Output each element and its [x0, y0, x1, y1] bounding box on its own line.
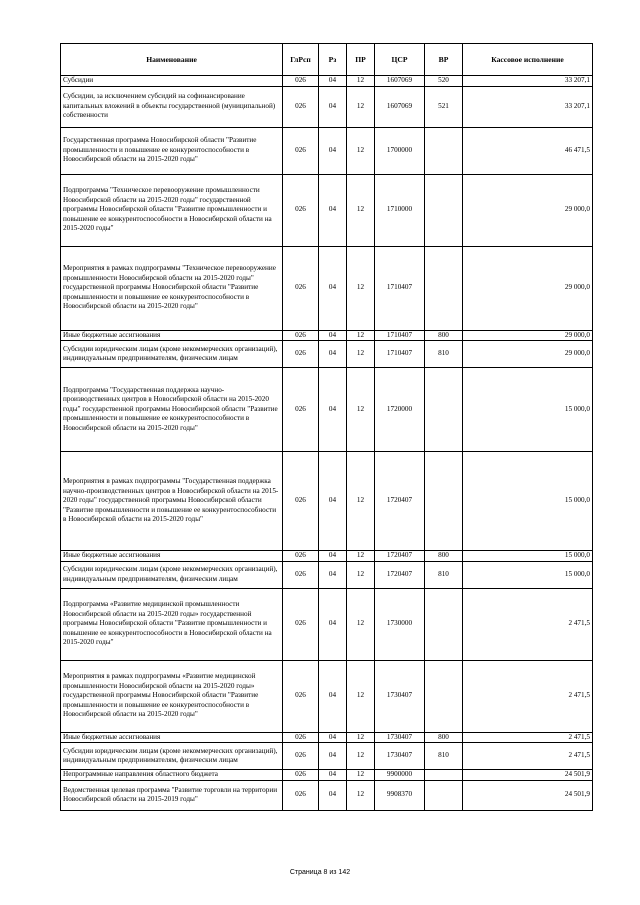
cell-name: Мероприятия в рамках подпрограммы "Техническое перевооружение промышленности Новосибирской области на 2015-2020 годы" государственной программы Новосибирской области "Развитие промышленности и повышение ее конкурентоспособности в Новосибирской области на 2015-2020 годы" [61, 246, 283, 330]
cell-pr: 12 [347, 368, 375, 452]
cell-rz: 04 [319, 551, 347, 562]
cell-glrsp: 026 [283, 452, 319, 551]
cell-name: Субсидии [61, 76, 283, 87]
cell-pr: 12 [347, 330, 375, 341]
cell-rz: 04 [319, 86, 347, 127]
cell-vr [425, 174, 463, 246]
cell-name: Субсидии, за исключением субсидий на софинансирование капитальных вложений в объекты государственной (муниципальной) собственности [61, 86, 283, 127]
cell-csr: 1720407 [375, 561, 425, 588]
cell-csr: 1710407 [375, 246, 425, 330]
cell-amount: 15 000,0 [463, 561, 593, 588]
cell-pr: 12 [347, 341, 375, 368]
cell-vr [425, 780, 463, 810]
table-row [61, 660, 593, 732]
cell-rz: 04 [319, 127, 347, 174]
cell-pr: 12 [347, 76, 375, 87]
cell-rz: 04 [319, 780, 347, 810]
cell-amount: 33 207,1 [463, 86, 593, 127]
table-row [61, 341, 593, 368]
table-row [61, 246, 593, 330]
cell-vr: 800 [425, 551, 463, 562]
cell-rz: 04 [319, 174, 347, 246]
cell-csr: 1710407 [375, 330, 425, 341]
cell-name: Иные бюджетные ассигнования [61, 551, 283, 562]
cell-pr: 12 [347, 86, 375, 127]
header-glrsp: ГлРсп [283, 44, 319, 76]
table-row [61, 330, 593, 341]
cell-glrsp: 026 [283, 368, 319, 452]
cell-rz: 04 [319, 341, 347, 368]
table-row [61, 368, 593, 452]
cell-rz: 04 [319, 743, 347, 770]
cell-amount: 29 000,0 [463, 246, 593, 330]
cell-csr: 1607069 [375, 86, 425, 127]
cell-csr: 1720000 [375, 368, 425, 452]
cell-pr: 12 [347, 770, 375, 781]
cell-pr: 12 [347, 452, 375, 551]
cell-name: Мероприятия в рамках подпрограммы «Развитие медицинской промышленности Новосибирской области на 2015-2020 годы» государственной программы Новосибирской области "Развитие промышленности и повышение ее конкурентоспособности в Новосибирской области на 2015-2020 годы" [61, 660, 283, 732]
cell-csr: 1710407 [375, 341, 425, 368]
header-pr: ПР [347, 44, 375, 76]
cell-amount: 15 000,0 [463, 368, 593, 452]
cell-name: Непрограммные направления областного бюджета [61, 770, 283, 781]
cell-glrsp: 026 [283, 660, 319, 732]
cell-vr: 810 [425, 341, 463, 368]
cell-vr [425, 588, 463, 660]
cell-csr: 1720407 [375, 452, 425, 551]
cell-vr [425, 770, 463, 781]
table-row [61, 127, 593, 174]
cell-csr: 1730000 [375, 588, 425, 660]
cell-rz: 04 [319, 452, 347, 551]
budget-execution-table [60, 43, 593, 811]
document-page [60, 43, 592, 811]
cell-pr: 12 [347, 551, 375, 562]
cell-vr: 520 [425, 76, 463, 87]
table-row [61, 174, 593, 246]
table-row [61, 743, 593, 770]
cell-amount: 15 000,0 [463, 452, 593, 551]
cell-name: Иные бюджетные ассигнования [61, 330, 283, 341]
cell-csr: 1730407 [375, 732, 425, 743]
table-row [61, 588, 593, 660]
table-row [61, 76, 593, 87]
table-row [61, 732, 593, 743]
cell-vr [425, 368, 463, 452]
cell-amount: 29 000,0 [463, 174, 593, 246]
table-row [61, 86, 593, 127]
cell-csr: 9908370 [375, 780, 425, 810]
cell-glrsp: 026 [283, 743, 319, 770]
cell-name: Субсидии юридическим лицам (кроме некоммерческих организаций), индивидуальным предпринимателям, физическим лицам [61, 743, 283, 770]
cell-pr: 12 [347, 588, 375, 660]
cell-csr: 9900000 [375, 770, 425, 781]
cell-name: Подпрограмма "Государственная поддержка научно-производственных центров в Новосибирской области на 2015-2020 годы" государственной программы Новосибирской области "Развитие промышленности и повышение ее конкурентоспособности в Новосибирской области на 2015-2020 годы" [61, 368, 283, 452]
cell-amount: 24 501,9 [463, 770, 593, 781]
cell-glrsp: 026 [283, 770, 319, 781]
cell-pr: 12 [347, 660, 375, 732]
table-row [61, 452, 593, 551]
cell-vr: 810 [425, 561, 463, 588]
cell-pr: 12 [347, 561, 375, 588]
cell-rz: 04 [319, 588, 347, 660]
cell-csr: 1710000 [375, 174, 425, 246]
table-row [61, 770, 593, 781]
cell-glrsp: 026 [283, 86, 319, 127]
cell-csr: 1720407 [375, 551, 425, 562]
cell-amount: 15 000,0 [463, 551, 593, 562]
cell-glrsp: 026 [283, 127, 319, 174]
cell-glrsp: 026 [283, 341, 319, 368]
cell-glrsp: 026 [283, 330, 319, 341]
cell-glrsp: 026 [283, 246, 319, 330]
cell-glrsp: 026 [283, 780, 319, 810]
cell-rz: 04 [319, 76, 347, 87]
cell-vr: 810 [425, 743, 463, 770]
cell-vr: 521 [425, 86, 463, 127]
cell-rz: 04 [319, 246, 347, 330]
cell-rz: 04 [319, 770, 347, 781]
cell-csr: 1730407 [375, 660, 425, 732]
table-row [61, 561, 593, 588]
cell-pr: 12 [347, 127, 375, 174]
cell-amount: 46 471,5 [463, 127, 593, 174]
cell-vr: 800 [425, 330, 463, 341]
cell-glrsp: 026 [283, 76, 319, 87]
table-header-row [61, 44, 593, 76]
cell-rz: 04 [319, 368, 347, 452]
cell-name: Мероприятия в рамках подпрограммы "Государственная поддержка научно-производственных центров в Новосибирской области на 2015-2020 годы" государственной программы Новосибирской области "Развитие промышленности и повышение ее конкурентоспособности в Новосибирской области на 2015-2020 годы" [61, 452, 283, 551]
cell-vr [425, 246, 463, 330]
cell-name: Подпрограмма «Развитие медицинской промышленности Новосибирской области на 2015-2020 годы» государственной программы Новосибирской области "Развитие промышленности и повышение ее конкурентоспособности в Новосибирской области на 2015-2020 годы" [61, 588, 283, 660]
cell-amount: 24 501,9 [463, 780, 593, 810]
cell-rz: 04 [319, 561, 347, 588]
cell-glrsp: 026 [283, 732, 319, 743]
table-body [61, 76, 593, 811]
header-csr: ЦСР [375, 44, 425, 76]
cell-name: Государственная программа Новосибирской области "Развитие промышленности и повышение ее конкурентоспособности в Новосибирской области на 2015-2020 годы" [61, 127, 283, 174]
cell-rz: 04 [319, 660, 347, 732]
cell-amount: 29 000,0 [463, 341, 593, 368]
table-row [61, 551, 593, 562]
cell-csr: 1607069 [375, 76, 425, 87]
cell-glrsp: 026 [283, 551, 319, 562]
cell-name: Субсидии юридическим лицам (кроме некоммерческих организаций), индивидуальным предпринимателям, физическим лицам [61, 561, 283, 588]
cell-name: Подпрограмма "Техническое перевооружение промышленности Новосибирской области на 2015-2020 годы" государственной программы Новосибирской области "Развитие промышленности и повышение ее конкурентоспособности в Новосибирской области на 2015-2020 годы" [61, 174, 283, 246]
cell-pr: 12 [347, 732, 375, 743]
header-rz: Рз [319, 44, 347, 76]
cell-pr: 12 [347, 174, 375, 246]
page-number: Страница 8 из 142 [289, 869, 351, 876]
cell-vr [425, 660, 463, 732]
table-row [61, 780, 593, 810]
cell-amount: 33 207,1 [463, 76, 593, 87]
cell-name: Ведомственная целевая программа "Развитие торговли на территории Новосибирской области на 2015-2019 годы" [61, 780, 283, 810]
cell-vr [425, 127, 463, 174]
cell-vr [425, 452, 463, 551]
cell-name: Иные бюджетные ассигнования [61, 732, 283, 743]
header-name: Наименование [61, 44, 283, 76]
cell-rz: 04 [319, 732, 347, 743]
cell-name: Субсидии юридическим лицам (кроме некоммерческих организаций), индивидуальным предпринимателям, физическим лицам [61, 341, 283, 368]
header-vr: ВР [425, 44, 463, 76]
cell-csr: 1730407 [375, 743, 425, 770]
cell-glrsp: 026 [283, 561, 319, 588]
cell-vr: 800 [425, 732, 463, 743]
cell-amount: 2 471,5 [463, 588, 593, 660]
cell-pr: 12 [347, 780, 375, 810]
cell-pr: 12 [347, 743, 375, 770]
cell-amount: 2 471,5 [463, 732, 593, 743]
header-amount: Кассовое исполнение [463, 44, 593, 76]
cell-glrsp: 026 [283, 588, 319, 660]
cell-amount: 2 471,5 [463, 660, 593, 732]
cell-pr: 12 [347, 246, 375, 330]
cell-rz: 04 [319, 330, 347, 341]
cell-amount: 2 471,5 [463, 743, 593, 770]
cell-glrsp: 026 [283, 174, 319, 246]
cell-csr: 1700000 [375, 127, 425, 174]
cell-amount: 29 000,0 [463, 330, 593, 341]
